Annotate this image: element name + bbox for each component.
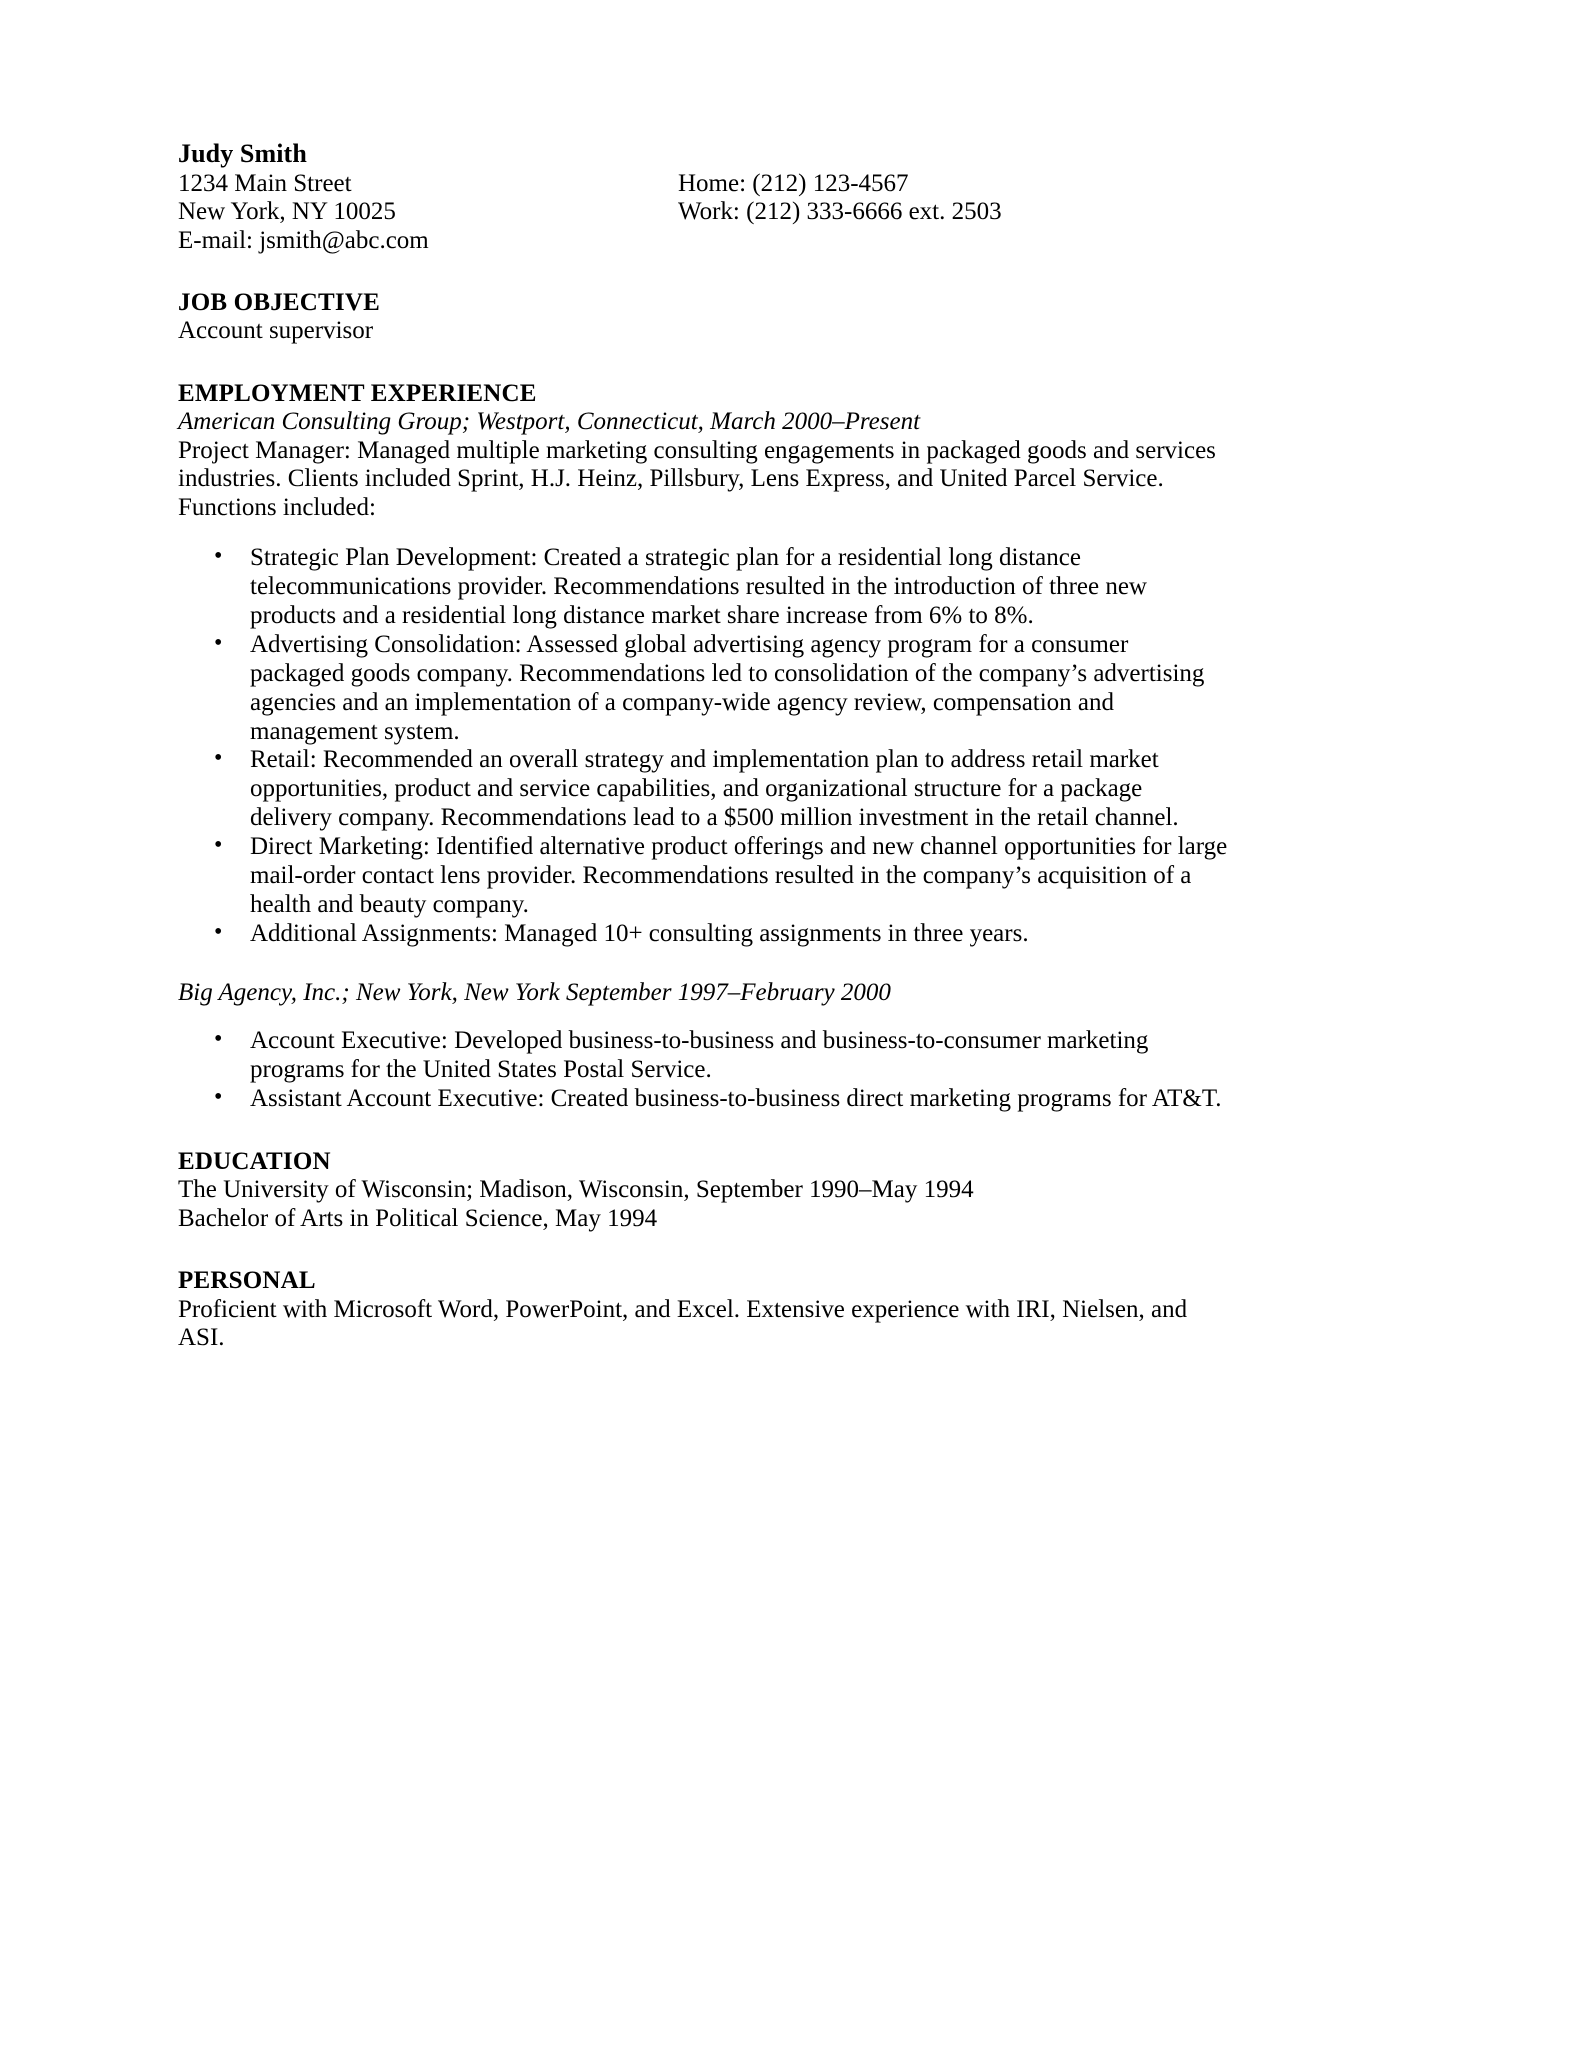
- job-objective-heading: JOB OBJECTIVE: [178, 288, 380, 316]
- education-line-1: The University of Wisconsin; Madison, Wisconsin, September 1990–May 1994: [178, 1176, 974, 1204]
- resume-header: [178, 140, 1228, 255]
- job-objective-body: Account supervisor: [178, 317, 374, 345]
- contact-address-column: [178, 170, 678, 255]
- employment-experience-heading: EMPLOYMENT EXPERIENCE: [178, 379, 537, 407]
- personal-heading: PERSONAL: [178, 1267, 316, 1295]
- job-2-bullet-list: [178, 1027, 1228, 1114]
- personal-body: Proficient with Microsoft Word, PowerPoint, and Excel. Extensive experience with IRI, Nielsen, and ASI.: [178, 1295, 1188, 1352]
- job-1-description: Project Manager: Managed multiple marketing consulting engagements in packaged goods and services industries. Clients included Sprint, H.J. Heinz, Pillsbury, Lens Express, and United Parcel Service. Functions included:: [178, 436, 1216, 521]
- list-item: • Strategic Plan Development: Created a strategic plan for a residential long distance telecommunications provider. Recommendations resulted in the introduction of three new products and a residential long distance market share increase from 6% to 8%.: [178, 544, 1228, 631]
- section-education: [178, 1148, 1228, 1234]
- education-heading: EDUCATION: [178, 1147, 331, 1175]
- section-job-objective: [178, 289, 1228, 346]
- job-2-company-line: Big Agency, Inc.; New York, New York September 1997–February 2000: [178, 978, 891, 1006]
- email-line: E-mail: jsmith@abc.com: [178, 226, 429, 254]
- list-item: • Additional Assignments: Managed 10+ consulting assignments in three years.: [178, 920, 1228, 949]
- education-line-2: Bachelor of Arts in Political Science, May 1994: [178, 1204, 658, 1232]
- address-line-1: 1234 Main Street: [178, 170, 352, 198]
- spacer: [178, 949, 1228, 979]
- job-1-bullet-list: [178, 544, 1228, 948]
- contact-phone-column: [678, 170, 1228, 227]
- list-item: • Assistant Account Executive: Created business-to-business direct marketing programs for AT&T.: [178, 1085, 1228, 1114]
- resume-content: [178, 140, 1228, 1353]
- job-entry-1: [178, 408, 1228, 948]
- candidate-name: Judy Smith: [178, 139, 307, 168]
- job-entry-2: [178, 979, 1228, 1114]
- work-phone-line: Work: (212) 333-6666 ext. 2503: [678, 198, 1002, 226]
- home-phone-line: Home: (212) 123-4567: [678, 170, 909, 198]
- list-item: • Advertising Consolidation: Assessed global advertising agency program for a consumer packaged goods company. Recommendations led to consolidation of the company’s advertising agencies and an implementation of a company-wide agency review, compensation and management system.: [178, 631, 1228, 747]
- job-1-company-line: American Consulting Group; Westport, Connecticut, March 2000–Present: [178, 408, 921, 436]
- list-item: • Account Executive: Developed business-to-business and business-to-consumer marketing programs for the United States Postal Service.: [178, 1027, 1228, 1085]
- contact-block: [178, 170, 1228, 255]
- section-personal: [178, 1267, 1228, 1353]
- address-line-2: New York, NY 10025: [178, 198, 396, 226]
- list-item: • Direct Marketing: Identified alternative product offerings and new channel opportunities for large mail-order contact lens provider. Recommendations resulted in the company’s acquisition of a health and beauty company.: [178, 833, 1228, 920]
- list-item: • Retail: Recommended an overall strategy and implementation plan to address retail market opportunities, product and service capabilities, and organizational structure for a package delivery company. Recommendations lead to a $500 million investment in the retail channel.: [178, 746, 1228, 833]
- section-employment-experience: [178, 380, 1228, 1114]
